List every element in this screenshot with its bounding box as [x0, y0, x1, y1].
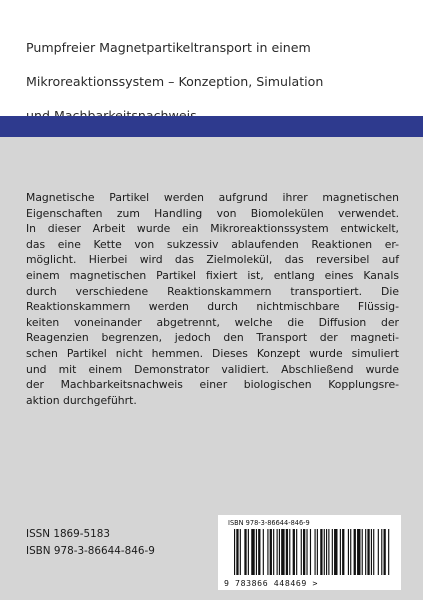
abstract-line: Magnetische Partikel werden aufgrund ihrer magnetischen [26, 191, 399, 204]
abstract-line: und mit einem Demonstrator validiert. Abschließend wurde [26, 362, 399, 376]
identifier-block [26, 526, 155, 559]
barcode-bars [234, 529, 389, 575]
abstract-line: möglicht. Hierbei wird das Zielmolekül, das reversibel auf [26, 253, 399, 267]
abstract-line: Reagenzien begrenzen, jedoch den Transport der magneti- [26, 331, 399, 345]
abstract-line: durch verschiedene Reaktionskammern transportiert. Die [26, 284, 399, 298]
abstract-line: aktion durchgeführt. [26, 393, 137, 407]
barcode-isbn-label: ISBN 978-3-86644-846-9 [228, 519, 310, 527]
isbn-text: ISBN 978-3-86644-846-9 [26, 544, 155, 557]
barcode-digits: 9 783866 448469 > [224, 578, 318, 588]
abstract-line: einem magnetischen Partikel fixiert ist, entlang eines Kanals [26, 268, 399, 282]
abstract-line: schen Partikel nicht hemmen. Dieses Konzept wurde simuliert [26, 346, 399, 360]
title-area [0, 0, 423, 116]
abstract-line: das eine Kette von sukzessiv ablaufenden Reaktionen er- [26, 237, 399, 251]
title-line: Mikroreaktionssystem – Konzeption, Simulation [26, 74, 324, 89]
color-band [0, 116, 423, 137]
barcode [218, 515, 401, 590]
abstract-line: Eigenschaften zum Handling von Biomolekülen verwendet. [26, 206, 399, 220]
barcode-graphic [218, 515, 401, 590]
abstract-line: In dieser Arbeit wurde ein Mikroreaktionssystem entwickelt, [26, 222, 399, 236]
title-line: Pumpfreier Magnetpartikeltransport in einem [26, 40, 311, 55]
abstract-line: Reaktionskammern werden durch nichtmischbare Flüssig- [26, 300, 399, 314]
issn-text: ISSN 1869-5183 [26, 528, 110, 540]
abstract-line: der Machbarkeitsnachweis einer biologischen Kopplungsre- [26, 378, 399, 392]
abstract-line: keiten voneinander abgetrennt, welche die Diffusion der [26, 315, 399, 329]
abstract-text [26, 190, 399, 408]
